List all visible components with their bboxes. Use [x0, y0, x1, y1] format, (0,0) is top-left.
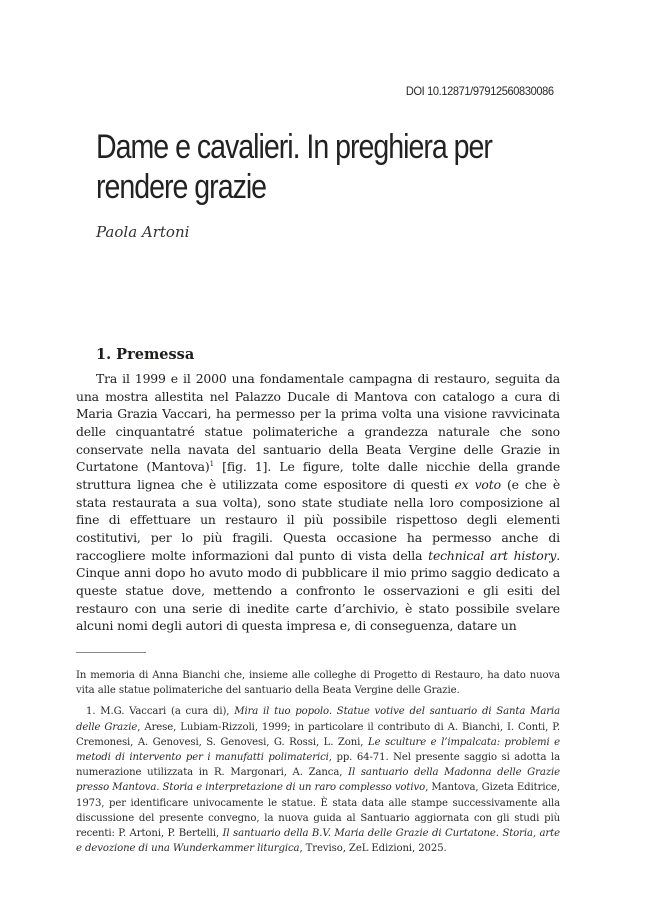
article-author: Paola Artoni [96, 223, 190, 241]
article-title: Dame e cavalieri. In preghiera per rendere grazie [96, 128, 492, 206]
footnote-text: , Treviso, ZeL Edizioni, 2025. [299, 843, 447, 855]
footnote-text: , Arese, Lubiam-Rizzoli, 1999; in particolare il contributo di A. Bianchi, I. Conti, P. Cremonesi, A. Genovesi, S. Genovesi, G. Rossi, L. Zoni, [76, 721, 560, 748]
body-italic-term: ex voto [454, 476, 501, 492]
footnotes [76, 668, 560, 856]
footnote-italic-title: Il santuario della Madonna delle Grazie presso Mantova. Storia e interpretazione di un raro complesso votivo [76, 767, 560, 794]
footnote-text: 1. M.G. Vaccari (a cura di), [86, 706, 235, 718]
footnote-italic-title: Le sculture e l’impalcata: problemi e metodi di intervento per i manufatti polimaterici [76, 736, 561, 764]
body-text-segment: . Cinque anni dopo ho avuto modo di pubblicare il mio primo saggio dedicato a queste statue dove, mettendo a confronto le osservazioni e gli esiti del restauro con una serie di inedite carte d’archivio, è stato possibile svelare alcuni nomi degli autori di questa impresa e, di conseguenza, datare un [76, 547, 560, 634]
dedication-note: In memoria di Anna Bianchi che, insieme alle colleghe di Progetto di Restauro, ha dato nuova vita alle statue polimateriche del santuario della Beata Vergine delle Grazie. [76, 670, 560, 697]
footnote-italic-title: Il santuario della B.V. Maria delle Grazie di Curtatone. Storia, arte e devozione di una Wunderkammer liturgica [76, 828, 560, 855]
body-paragraph [76, 370, 560, 635]
footnote-divider [76, 652, 146, 653]
body-text-segment: Tra il 1999 e il 2000 una fondamentale campagna di restauro, seguita da una mostra allestita nel Palazzo Ducale di Mantova con catalogo a cura di Maria Grazia Vaccari, ha permesso per la prima volta una visione ravvicinata delle cinquantatré statue polimateriche a grandezza naturale che sono conservate nella navata del santuario della Beata Vergine delle Grazie in Curtatone (Mantova) [76, 371, 560, 475]
footnote-reference[interactable]: 1 [209, 460, 214, 469]
footnote-text: , Mantova, Gizeta Editrice, 1973, per identificare univocamente le statue. È stata data alle stampe successivamente alla discussione del presente convegno, la nuova guida al Santuario aggiornata con gli studi più recenti: P. Artoni, P. Bertelli, [76, 782, 560, 840]
footnote-italic-title: Mira il tuo popolo. Statue votive del santuario di Santa Maria delle Grazie [76, 706, 561, 733]
footnote-text: , pp. 64-71. Nel presente saggio si adotta la numerazione utilizzata in R. Margonari, A. Zanca, [76, 752, 561, 779]
section-heading: 1. Premessa [96, 346, 195, 363]
footnote-1 [76, 704, 560, 856]
body-text-segment: (e che è stata restaurata a sua volta), sono state studiate nella loro composizione al fine di effettuare un restauro il più possibile rispettoso degli elementi costitutivi, per lo più fragili. Questa occasione ha permesso anche di raccogliere molte informazioni dal punto di vista della [76, 476, 561, 563]
doi-identifier: DOI 10.12871/97912560830086 [406, 84, 554, 98]
body-text-segment: [fig. 1]. Le figure, tolte dalle nicchie della grande struttura lignea che è utilizzata come espositore di questi [76, 459, 560, 492]
body-italic-term: technical art history [428, 547, 557, 563]
